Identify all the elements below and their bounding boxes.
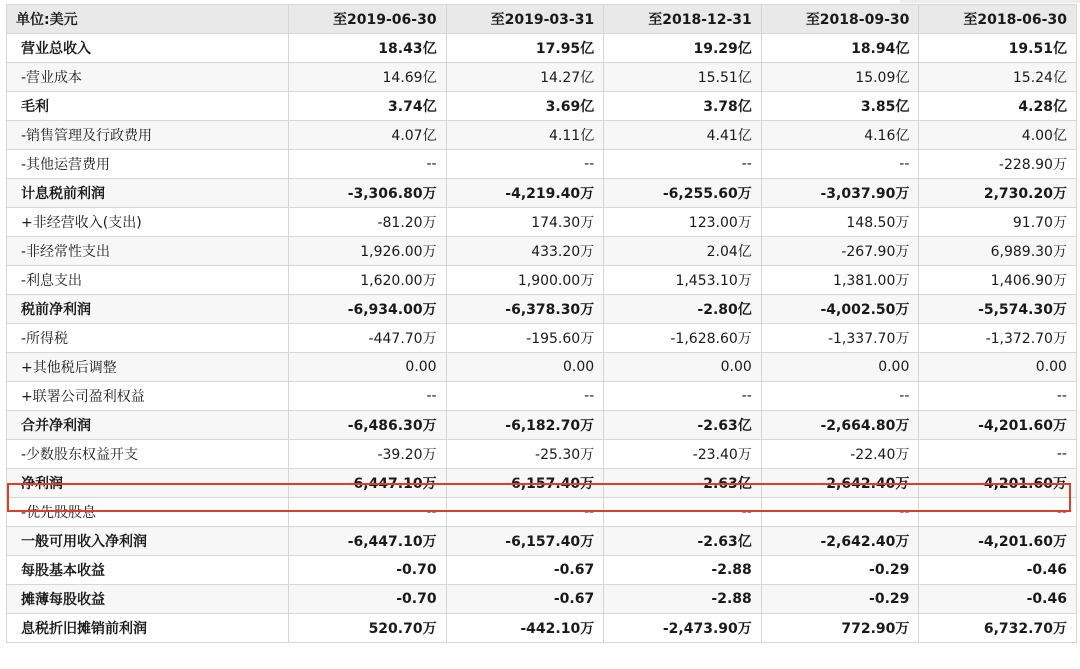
row-value: -81.20万 bbox=[289, 208, 447, 237]
row-value: -- bbox=[919, 440, 1077, 469]
row-value: -2,473.90万 bbox=[604, 614, 762, 643]
row-value: 14.27亿 bbox=[446, 63, 604, 92]
table-row bbox=[7, 527, 1077, 556]
row-value: 6,989.30万 bbox=[919, 237, 1077, 266]
row-label: 净利润 bbox=[7, 469, 289, 498]
row-value: -6,934.00万 bbox=[289, 295, 447, 324]
row-value: 0.00 bbox=[761, 353, 919, 382]
row-value: -0.46 bbox=[919, 585, 1077, 614]
row-value: 0.00 bbox=[289, 353, 447, 382]
row-value: 1,381.00万 bbox=[761, 266, 919, 295]
row-value: -0.70 bbox=[289, 585, 447, 614]
row-value: -447.70万 bbox=[289, 324, 447, 353]
table-row bbox=[7, 179, 1077, 208]
row-value: -- bbox=[289, 150, 447, 179]
row-value: -4,219.40万 bbox=[446, 179, 604, 208]
row-label: 计息税前利润 bbox=[7, 179, 289, 208]
row-label: 一般可用收入净利润 bbox=[7, 527, 289, 556]
row-value: 3.85亿 bbox=[761, 92, 919, 121]
row-value: -- bbox=[761, 150, 919, 179]
table-row bbox=[7, 469, 1077, 498]
row-label: -销售管理及行政费用 bbox=[7, 121, 289, 150]
row-value: 0.00 bbox=[919, 353, 1077, 382]
row-value: -- bbox=[761, 498, 919, 527]
table-row bbox=[7, 63, 1077, 92]
row-value: -0.67 bbox=[446, 585, 604, 614]
table-row bbox=[7, 353, 1077, 382]
table-row bbox=[7, 324, 1077, 353]
row-value: -- bbox=[446, 498, 604, 527]
row-value: -6,255.60万 bbox=[604, 179, 762, 208]
row-value: 1,926.00万 bbox=[289, 237, 447, 266]
table-row bbox=[7, 411, 1077, 440]
row-value: -1,337.70万 bbox=[761, 324, 919, 353]
table-row bbox=[7, 556, 1077, 585]
row-value: -2,642.40万 bbox=[761, 469, 919, 498]
row-value: -23.40万 bbox=[604, 440, 762, 469]
table-row bbox=[7, 150, 1077, 179]
row-value: -6,182.70万 bbox=[446, 411, 604, 440]
row-value: -- bbox=[604, 150, 762, 179]
row-value: 17.95亿 bbox=[446, 34, 604, 63]
row-value: 520.70万 bbox=[289, 614, 447, 643]
row-label: -营业成本 bbox=[7, 63, 289, 92]
row-value: -2,664.80万 bbox=[761, 411, 919, 440]
period-header: 至2018-06-30 bbox=[919, 5, 1077, 34]
row-value: -25.30万 bbox=[446, 440, 604, 469]
row-value: -0.29 bbox=[761, 585, 919, 614]
row-value: 0.00 bbox=[604, 353, 762, 382]
table-row bbox=[7, 614, 1077, 643]
row-value: -- bbox=[604, 382, 762, 411]
table-row bbox=[7, 382, 1077, 411]
table-header-row bbox=[7, 5, 1077, 34]
row-value: -6,157.40万 bbox=[446, 527, 604, 556]
row-value: -267.90万 bbox=[761, 237, 919, 266]
row-value: 1,406.90万 bbox=[919, 266, 1077, 295]
row-value: 0.00 bbox=[446, 353, 604, 382]
row-value: -228.90万 bbox=[919, 150, 1077, 179]
row-value: 4.00亿 bbox=[919, 121, 1077, 150]
unit-header: 单位:美元 bbox=[7, 5, 289, 34]
row-value: -0.70 bbox=[289, 556, 447, 585]
row-value: -- bbox=[604, 498, 762, 527]
row-value: 19.51亿 bbox=[919, 34, 1077, 63]
row-value: 4.16亿 bbox=[761, 121, 919, 150]
income-statement bbox=[6, 4, 1076, 643]
row-label: 息税折旧摊销前利润 bbox=[7, 614, 289, 643]
table-row bbox=[7, 440, 1077, 469]
row-label: -利息支出 bbox=[7, 266, 289, 295]
row-value: -- bbox=[919, 498, 1077, 527]
row-value: -0.67 bbox=[446, 556, 604, 585]
row-value: 14.69亿 bbox=[289, 63, 447, 92]
row-value: 6,732.70万 bbox=[919, 614, 1077, 643]
table-row bbox=[7, 208, 1077, 237]
row-value: 772.90万 bbox=[761, 614, 919, 643]
row-value: -39.20万 bbox=[289, 440, 447, 469]
row-label: -所得税 bbox=[7, 324, 289, 353]
row-value: -4,201.60万 bbox=[919, 527, 1077, 556]
row-label: +非经营收入(支出) bbox=[7, 208, 289, 237]
row-value: -2.63亿 bbox=[604, 527, 762, 556]
table-body bbox=[7, 34, 1077, 643]
period-header: 至2018-12-31 bbox=[604, 5, 762, 34]
row-value: -- bbox=[446, 150, 604, 179]
row-value: 3.78亿 bbox=[604, 92, 762, 121]
row-value: -- bbox=[761, 382, 919, 411]
row-value: -1,372.70万 bbox=[919, 324, 1077, 353]
row-value: 4.41亿 bbox=[604, 121, 762, 150]
row-value: 174.30万 bbox=[446, 208, 604, 237]
row-label: -非经常性支出 bbox=[7, 237, 289, 266]
row-value: -5,574.30万 bbox=[919, 295, 1077, 324]
row-value: 433.20万 bbox=[446, 237, 604, 266]
row-value: 15.09亿 bbox=[761, 63, 919, 92]
income-statement-table bbox=[6, 4, 1077, 643]
table-row bbox=[7, 295, 1077, 324]
row-value: -6,157.40万 bbox=[446, 469, 604, 498]
row-value: 15.24亿 bbox=[919, 63, 1077, 92]
row-value: -22.40万 bbox=[761, 440, 919, 469]
table-row bbox=[7, 585, 1077, 614]
row-value: 123.00万 bbox=[604, 208, 762, 237]
row-value: 3.74亿 bbox=[289, 92, 447, 121]
row-value: -4,002.50万 bbox=[761, 295, 919, 324]
row-value: -2.63亿 bbox=[604, 469, 762, 498]
row-value: -- bbox=[446, 382, 604, 411]
period-header: 至2019-06-30 bbox=[289, 5, 447, 34]
row-value: -4,201.60万 bbox=[919, 469, 1077, 498]
table-row bbox=[7, 266, 1077, 295]
table-row bbox=[7, 34, 1077, 63]
top-edge-strip bbox=[900, 0, 1080, 3]
row-value: -442.10万 bbox=[446, 614, 604, 643]
row-value: -0.29 bbox=[761, 556, 919, 585]
row-value: -6,486.30万 bbox=[289, 411, 447, 440]
row-value: 148.50万 bbox=[761, 208, 919, 237]
row-value: 2,730.20万 bbox=[919, 179, 1077, 208]
row-value: -2.63亿 bbox=[604, 411, 762, 440]
row-label: 摊薄每股收益 bbox=[7, 585, 289, 614]
row-value: -2,642.40万 bbox=[761, 527, 919, 556]
row-value: 4.07亿 bbox=[289, 121, 447, 150]
row-value: -- bbox=[289, 498, 447, 527]
row-label: -优先股股息 bbox=[7, 498, 289, 527]
row-label: 税前净利润 bbox=[7, 295, 289, 324]
row-value: -2.88 bbox=[604, 556, 762, 585]
row-value: 3.69亿 bbox=[446, 92, 604, 121]
row-label: +其他税后调整 bbox=[7, 353, 289, 382]
row-label: 营业总收入 bbox=[7, 34, 289, 63]
row-label: 毛利 bbox=[7, 92, 289, 121]
row-value: 4.28亿 bbox=[919, 92, 1077, 121]
row-value: 91.70万 bbox=[919, 208, 1077, 237]
row-value: 18.43亿 bbox=[289, 34, 447, 63]
row-value: 19.29亿 bbox=[604, 34, 762, 63]
period-header: 至2018-09-30 bbox=[761, 5, 919, 34]
period-header: 至2019-03-31 bbox=[446, 5, 604, 34]
table-row bbox=[7, 237, 1077, 266]
row-value: -4,201.60万 bbox=[919, 411, 1077, 440]
row-value: 1,620.00万 bbox=[289, 266, 447, 295]
row-label: 合并净利润 bbox=[7, 411, 289, 440]
table-row bbox=[7, 121, 1077, 150]
table-row bbox=[7, 92, 1077, 121]
row-value: -- bbox=[919, 382, 1077, 411]
row-value: -6,447.10万 bbox=[289, 469, 447, 498]
row-value: -0.46 bbox=[919, 556, 1077, 585]
row-value: 15.51亿 bbox=[604, 63, 762, 92]
row-value: -1,628.60万 bbox=[604, 324, 762, 353]
row-value: -195.60万 bbox=[446, 324, 604, 353]
row-value: -6,378.30万 bbox=[446, 295, 604, 324]
row-value: -3,037.90万 bbox=[761, 179, 919, 208]
row-label: -少数股东权益开支 bbox=[7, 440, 289, 469]
row-value: 18.94亿 bbox=[761, 34, 919, 63]
row-value: 1,900.00万 bbox=[446, 266, 604, 295]
row-value: 4.11亿 bbox=[446, 121, 604, 150]
row-value: -2.88 bbox=[604, 585, 762, 614]
row-value: -6,447.10万 bbox=[289, 527, 447, 556]
row-label: +联署公司盈利权益 bbox=[7, 382, 289, 411]
row-label: -其他运营费用 bbox=[7, 150, 289, 179]
row-value: -3,306.80万 bbox=[289, 179, 447, 208]
row-value: -- bbox=[289, 382, 447, 411]
table-row bbox=[7, 498, 1077, 527]
row-label: 每股基本收益 bbox=[7, 556, 289, 585]
row-value: 1,453.10万 bbox=[604, 266, 762, 295]
row-value: 2.04亿 bbox=[604, 237, 762, 266]
row-value: -2.80亿 bbox=[604, 295, 762, 324]
